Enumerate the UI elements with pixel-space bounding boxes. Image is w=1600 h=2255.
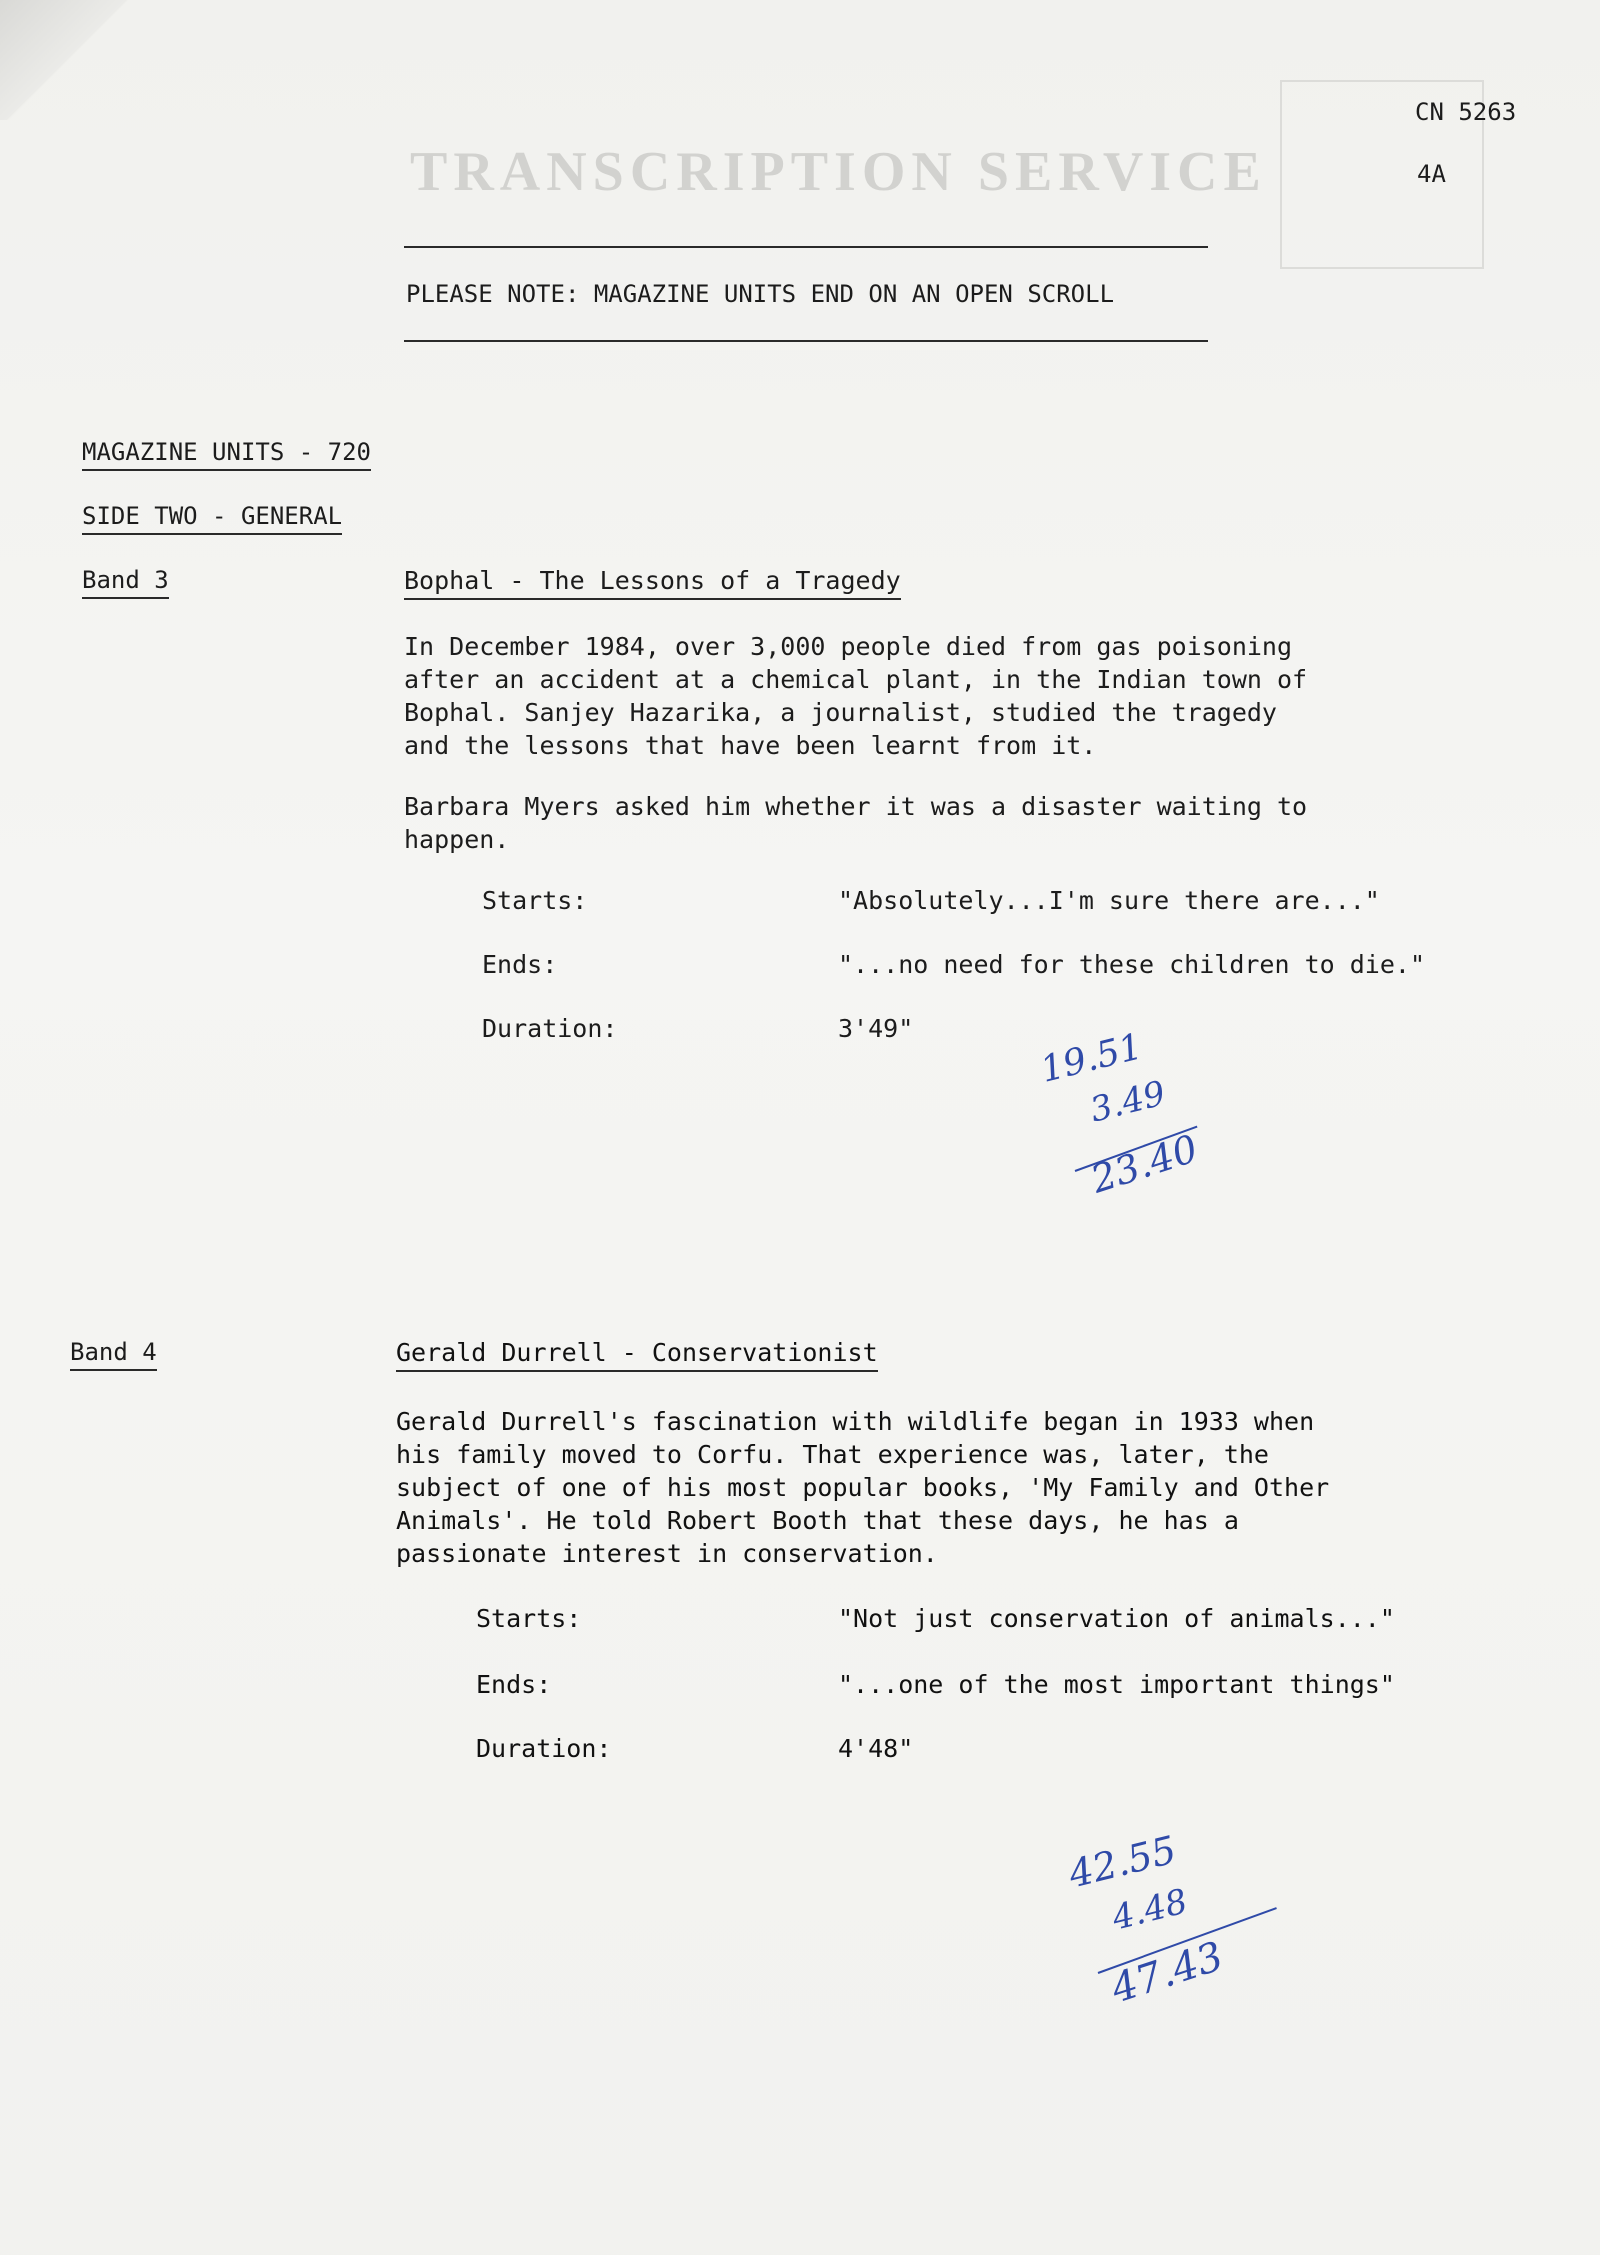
band-3-title: Bophal - The Lessons of a Tragedy: [404, 566, 901, 600]
band-4-label: Band 4: [70, 1338, 157, 1371]
handwritten-sum-2-b: 4.48: [1108, 1881, 1192, 1939]
handwritten-sum-1-a: 19.51: [1036, 1026, 1147, 1091]
band-3-ends-label: Ends:: [482, 950, 558, 979]
band-3-duration: 3'49": [838, 1014, 914, 1043]
band-4-ends-label: Ends:: [476, 1670, 552, 1699]
band-4-starts-label: Starts:: [476, 1604, 582, 1633]
band-4-description: Gerald Durrell's fascination with wildlife began in 1933 when his family moved to Corfu. That experience was, later, the subject of one of his most popular books, 'My Family and Other Animals'. He told Robert Booth that these days, he has a passionate interest in conservation.: [396, 1407, 1330, 1568]
band-4-duration: 4'48": [838, 1734, 914, 1763]
band-3-ends: "...no need for these children to die.": [838, 950, 1425, 979]
handwritten-sum-2-a: 42.55: [1064, 1827, 1181, 1897]
band-3-label: Band 3: [82, 566, 169, 599]
section-subtitle: SIDE TWO - GENERAL: [82, 502, 342, 535]
handwritten-sum-2-total: 47.43: [1105, 1933, 1229, 2013]
band-3-question: Barbara Myers asked him whether it was a disaster waiting to happen.: [404, 792, 1308, 854]
bleed-through-title: TRANSCRIPTION SERVICE: [410, 141, 1267, 203]
band-3-duration-label: Duration:: [482, 1014, 618, 1043]
handwritten-sum-1-b: 3.49: [1086, 1073, 1170, 1131]
band-4-title: Gerald Durrell - Conservationist: [396, 1338, 878, 1372]
band-4-starts: "Not just conservation of animals...": [838, 1604, 1395, 1633]
sheet-number: 4A: [1417, 160, 1446, 188]
note-rule-bottom: [404, 340, 1208, 342]
document-code: CN 5263: [1415, 98, 1517, 126]
note-rule-top: [404, 246, 1208, 248]
band-4-duration-label: Duration:: [476, 1734, 612, 1763]
band-3-starts-label: Starts:: [482, 886, 588, 915]
please-note: PLEASE NOTE: MAGAZINE UNITS END ON AN OPEN SCROLL: [406, 280, 1115, 308]
section-title: MAGAZINE UNITS - 720: [82, 438, 371, 471]
folded-corner: [0, 0, 160, 120]
band-4-ends: "...one of the most important things": [838, 1670, 1395, 1699]
band-3-description: In December 1984, over 3,000 people died from gas poisoning after an accident at a chemical plant, in the Indian town of Bophal. Sanjey Hazarika, a journalist, studied the tragedy and the lessons that have been learnt from it.: [404, 632, 1308, 760]
band-3-starts: "Absolutely...I'm sure there are...": [838, 886, 1380, 915]
handwritten-sum-1-total: 23.40: [1085, 1126, 1203, 1202]
